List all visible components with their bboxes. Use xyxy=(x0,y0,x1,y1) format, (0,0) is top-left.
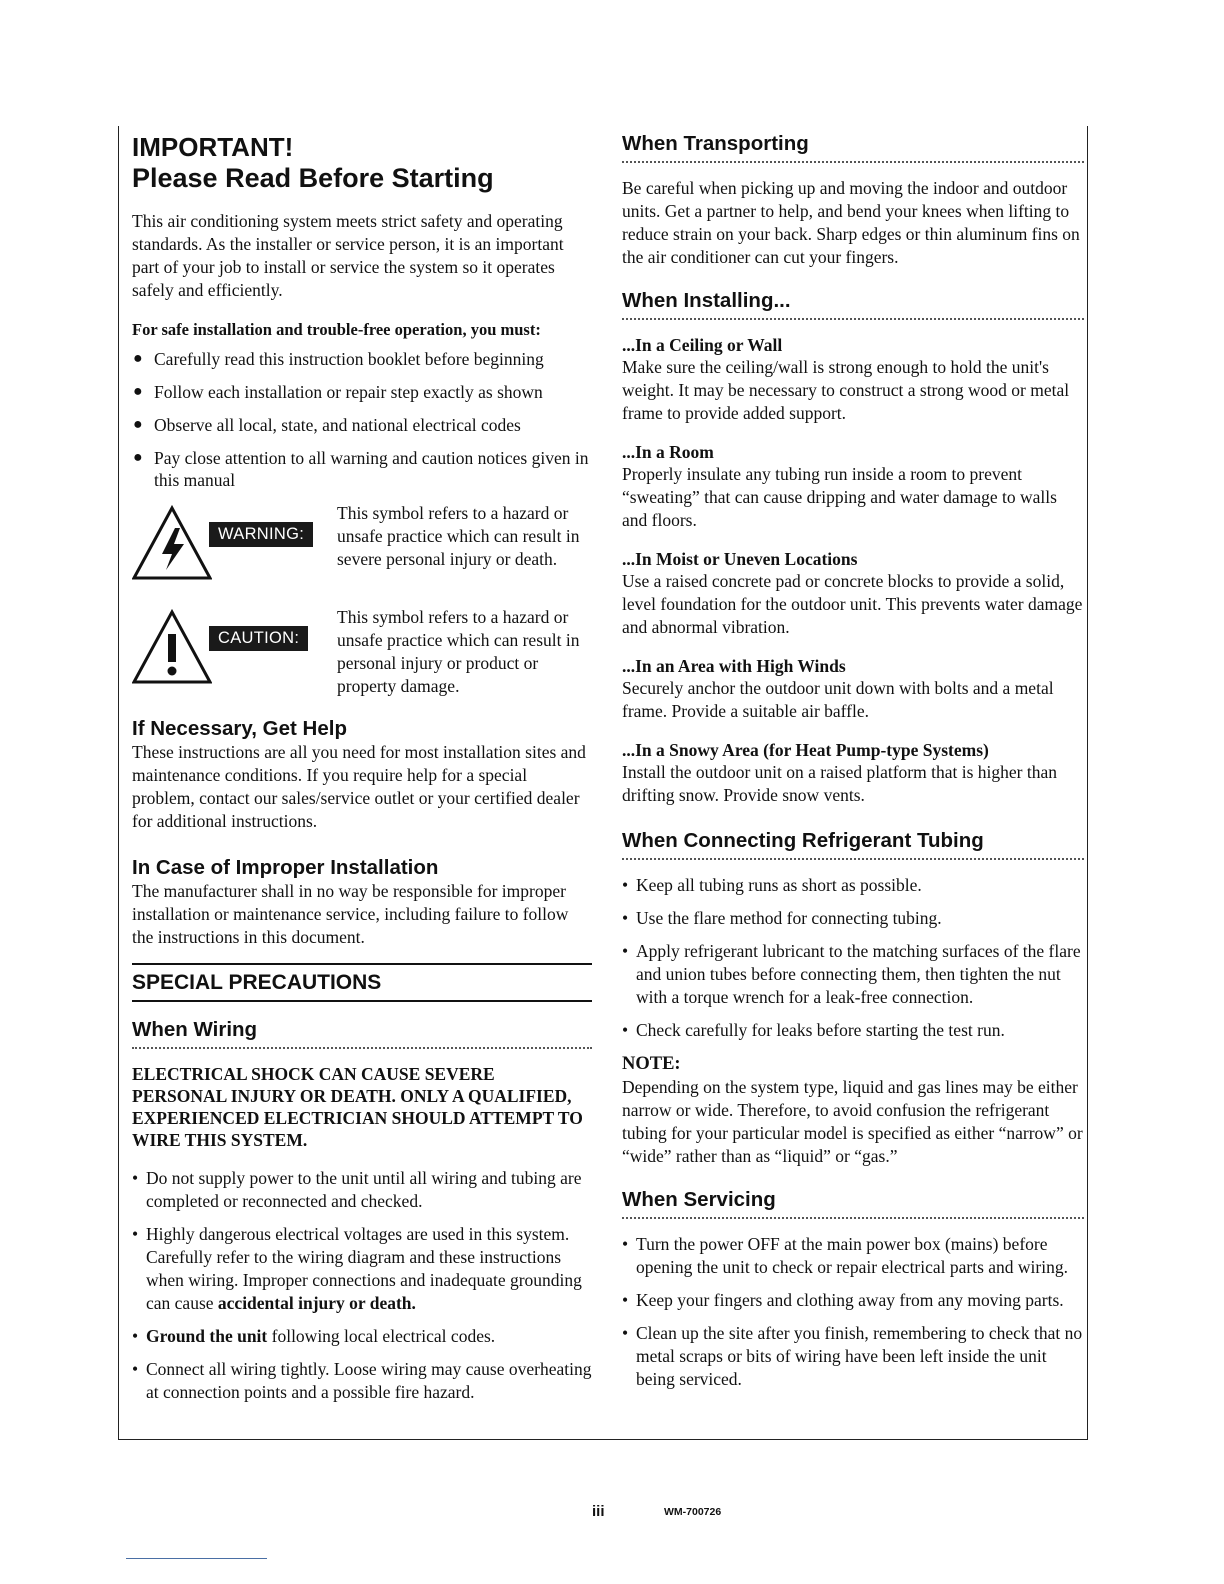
caution-badge: CAUTION: xyxy=(209,626,308,651)
left-column xyxy=(132,126,592,1414)
location-heading: ...In a Ceiling or Wall xyxy=(622,335,783,355)
list-item: • Use the flare method for connecting tubing. xyxy=(622,907,1084,930)
please-read-heading: Please Read Before Starting xyxy=(132,163,494,193)
list-item: ● Pay close attention to all warning and caution notices given in this manual xyxy=(132,447,592,491)
page-number: iii xyxy=(592,1503,605,1520)
list-item: • Keep your fingers and clothing away from any moving parts. xyxy=(622,1289,1084,1312)
list-item xyxy=(622,655,1084,723)
caution-description: This symbol refers to a hazard or unsafe practice which can result in personal injury or product or property damage. xyxy=(337,607,580,696)
list-item: • Keep all tubing runs as short as possible. xyxy=(622,874,1084,897)
special-precautions-heading: SPECIAL PRECAUTIONS xyxy=(132,963,592,1002)
wiring-bullet-emphasis: Ground the unit xyxy=(146,1326,268,1346)
list-item xyxy=(622,739,1084,807)
location-heading: ...In Moist or Uneven Locations xyxy=(622,549,858,569)
list-item: • Apply refrigerant lubricant to the matching surfaces of the flare and union tubes before connecting them, then tighten the nut with a torque wrench for a leak-free connection. xyxy=(622,940,1084,1009)
list-item: ● Follow each installation or repair step exactly as shown xyxy=(132,381,592,403)
improper-installation-heading: In Case of Improper Installation xyxy=(132,856,439,879)
location-heading: ...In an Area with High Winds xyxy=(622,656,846,676)
warning-badge: WARNING: xyxy=(209,522,313,547)
list-item: • Connect all wiring tightly. Loose wiring may cause overheating at connection points and a possible fire hazard. xyxy=(132,1358,592,1404)
list-item xyxy=(132,1325,592,1348)
get-help-heading: If Necessary, Get Help xyxy=(132,717,347,740)
location-text: Use a raised concrete pad or concrete blocks to provide a solid, level foundation for the outdoor unit. This prevents water damage and abnormal vibration. xyxy=(622,571,1083,637)
exclamation-hazard-icon xyxy=(132,608,212,686)
improper-installation-paragraph: The manufacturer shall in no way be responsible for improper installation or maintenance service, including failure to follow the instructions in this document. xyxy=(132,881,569,947)
footnote-rule xyxy=(126,1558,267,1559)
location-text: Securely anchor the outdoor unit down with bolts and a metal frame. Provide a suitable air baffle. xyxy=(622,678,1054,721)
warning-symbol-block xyxy=(132,502,592,606)
get-help-paragraph: These instructions are all you need for most installation sites and maintenance conditions. If you require help for a special problem, contact our sales/service outlet or your certified dealer for additional instructions. xyxy=(132,742,586,831)
wiring-bullet-text: following local electrical codes. xyxy=(267,1326,496,1346)
tubing-list xyxy=(622,874,1084,1042)
list-item xyxy=(622,548,1084,639)
important-heading: IMPORTANT! xyxy=(132,132,294,162)
list-item: ● Carefully read this instruction booklet before beginning xyxy=(132,348,592,370)
wiring-bullet-text: Highly dangerous electrical voltages are used in this system. Carefully refer to the wiring diagram and these instructions when wiring. Improper connections and inadequate grounding can cause xyxy=(146,1224,582,1313)
right-column xyxy=(622,126,1084,1401)
caution-symbol-block xyxy=(132,606,592,714)
location-text: Install the outdoor unit on a raised platform that is higher than drifting snow. Provide snow vents. xyxy=(622,762,1057,805)
location-heading: ...In a Room xyxy=(622,442,714,462)
requirements-list xyxy=(132,348,592,491)
when-transporting-heading: When Transporting xyxy=(622,132,1084,163)
transporting-paragraph: Be careful when picking up and moving the indoor and outdoor units. Get a partner to help, and bend your knees when lifting to reduce strain on your back. Sharp edges or thin aluminum fins on the air conditioner can cut your fingers. xyxy=(622,178,1080,267)
location-text: Properly insulate any tubing run inside a room to prevent “sweating” that can cause dripping and water damage to walls and floors. xyxy=(622,464,1057,530)
list-item: ● Observe all local, state, and national electrical codes xyxy=(132,414,592,436)
refrigerant-tubing-heading: When Connecting Refrigerant Tubing xyxy=(622,829,1084,860)
list-item: • Clean up the site after you finish, remembering to check that no metal scraps or bits of wiring have been left inside the unit being serviced. xyxy=(622,1322,1084,1391)
when-wiring-heading: When Wiring xyxy=(132,1018,592,1049)
document-code: WM-700726 xyxy=(664,1506,722,1518)
wiring-bullet-emphasis: accidental injury or death. xyxy=(217,1293,416,1313)
servicing-list xyxy=(622,1233,1084,1391)
requirements-lead: For safe installation and trouble-free operation, you must: xyxy=(132,320,541,339)
note-paragraph: Depending on the system type, liquid and gas lines may be either narrow or wide. Therefore, to avoid confusion the refrigerant tubing for your particular model is specified as either “narrow” or “wide” rather than as “liquid” or “gas.” xyxy=(622,1077,1083,1166)
electrical-shock-warning: ELECTRICAL SHOCK CAN CAUSE SEVERE PERSONAL INJURY OR DEATH. ONLY A QUALIFIED, EXPERIENCED ELECTRICIAN SHOULD ATTEMPT TO WIRE THIS SYSTEM. xyxy=(132,1064,583,1150)
when-installing-heading: When Installing... xyxy=(622,289,1084,320)
note-heading: NOTE: xyxy=(622,1054,681,1074)
warning-description: This symbol refers to a hazard or unsafe practice which can result in severe personal injury or death. xyxy=(337,503,580,569)
location-heading: ...In a Snowy Area (for Heat Pump-type Systems) xyxy=(622,740,989,760)
list-item: • Turn the power OFF at the main power box (mains) before opening the unit to check or repair electrical parts and wiring. xyxy=(622,1233,1084,1279)
list-item: • Do not supply power to the unit until all wiring and tubing are completed or reconnected and checked. xyxy=(132,1167,592,1213)
list-item: • Check carefully for leaks before starting the test run. xyxy=(622,1019,1084,1042)
when-servicing-heading: When Servicing xyxy=(622,1188,1084,1219)
location-text: Make sure the ceiling/wall is strong enough to hold the unit's weight. It may be necessary to construct a strong wood or metal frame to provide added support. xyxy=(622,357,1070,423)
intro-paragraph: This air conditioning system meets strict safety and operating standards. As the installer or service person, it is an important part of your job to install or service the system so it operates safely and efficiently. xyxy=(132,211,564,300)
wiring-list xyxy=(132,1167,592,1404)
list-item xyxy=(622,441,1084,532)
list-item xyxy=(622,334,1084,425)
list-item xyxy=(132,1223,592,1315)
electrical-hazard-icon xyxy=(132,504,212,582)
